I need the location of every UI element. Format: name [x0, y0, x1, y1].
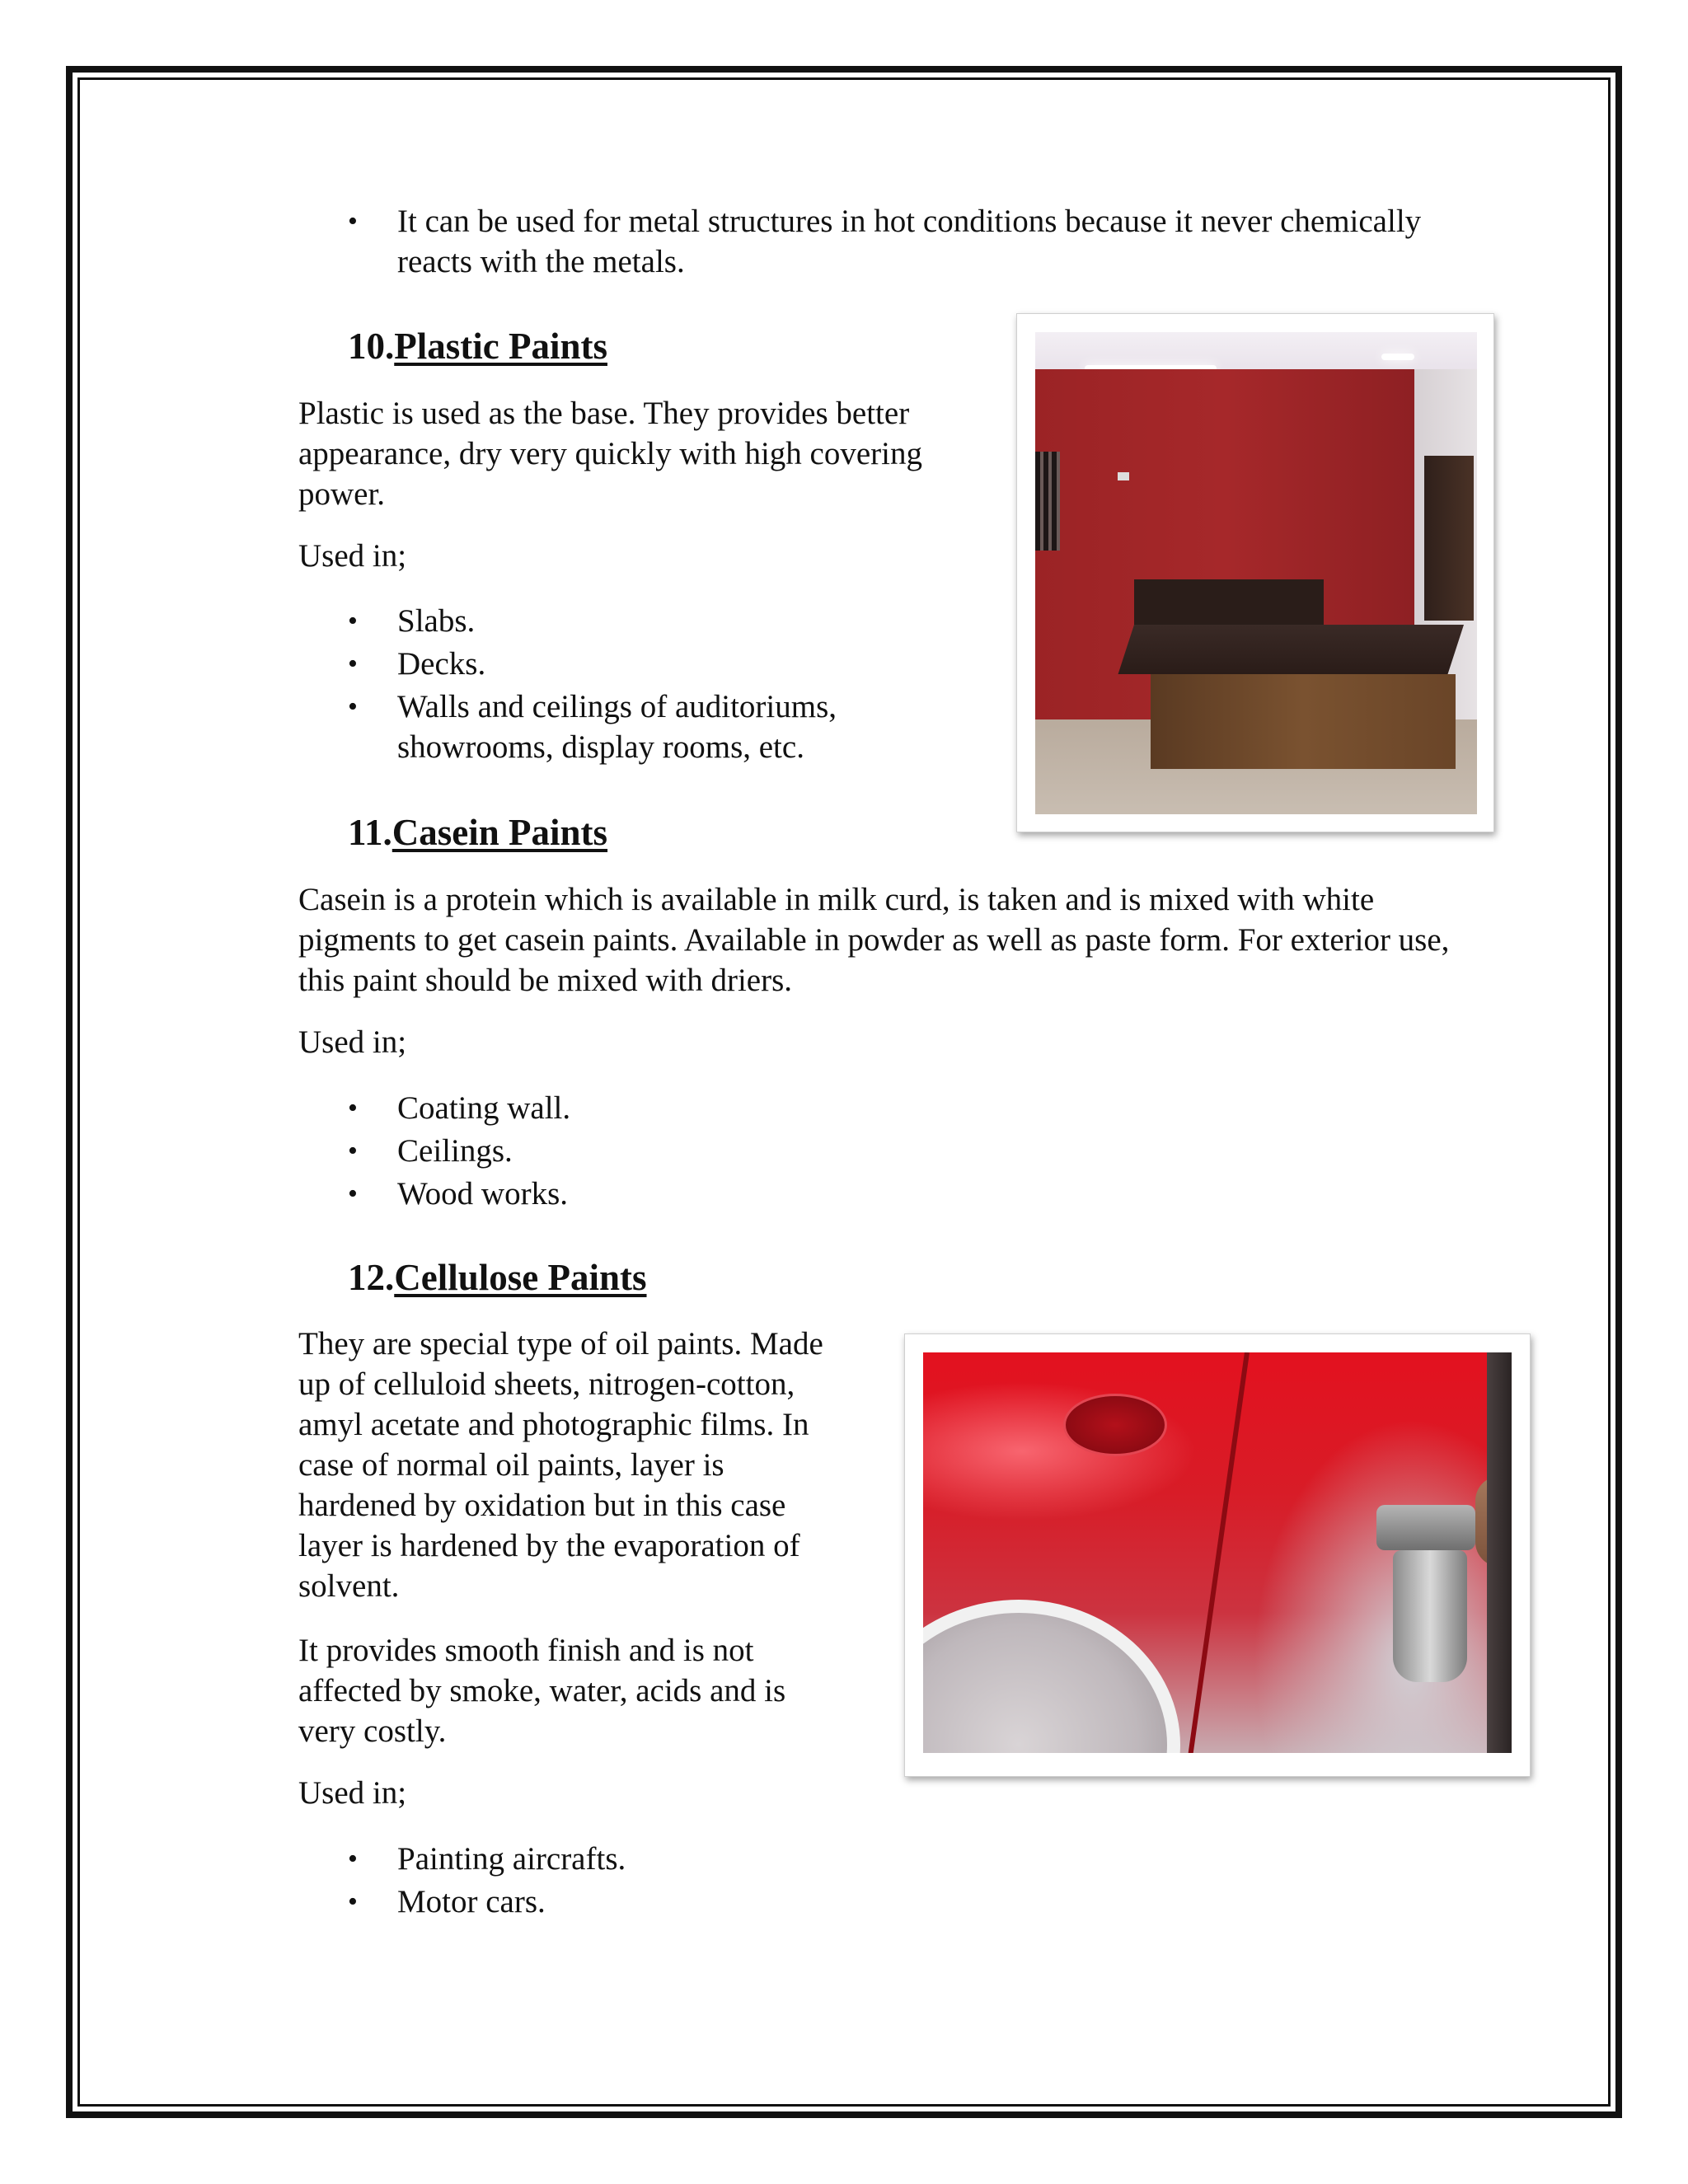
- use-text: Slabs.: [397, 603, 476, 639]
- use-text: Walls and ceilings of auditoriums,: [397, 689, 837, 724]
- section-number: 12.: [348, 1257, 395, 1298]
- cellulose-description-line: solvent.: [298, 1568, 400, 1604]
- bullet-glyph: •: [348, 1179, 358, 1209]
- cellulose-description-line: layer is hardened by the evaporation of: [298, 1528, 800, 1563]
- use-text: Decks.: [397, 646, 486, 682]
- section-number: 11.: [348, 812, 392, 853]
- plastic-used-in-label: Used in;: [298, 538, 407, 574]
- cellulose-description2-line: affected by smoke, water, acids and is: [298, 1673, 786, 1708]
- bullet-glyph: •: [348, 649, 358, 679]
- intro-bullet-line1: It can be used for metal structures in hot conditions because it never chemically: [397, 204, 1422, 239]
- plastic-use-item: [348, 601, 1007, 641]
- intro-bullet: [348, 201, 1502, 284]
- cellulose-description-line: up of celluloid sheets, nitrogen-cotton,: [298, 1366, 795, 1402]
- cellulose-description-line: amyl acetate and photographic films. In: [298, 1407, 809, 1442]
- cellulose-description-line: They are special type of oil paints. Made: [298, 1326, 823, 1361]
- use-text: Ceilings.: [397, 1133, 513, 1169]
- car-spray-photo: [923, 1352, 1512, 1753]
- bullet-glyph: •: [348, 691, 358, 722]
- cellulose-use-item: [348, 1839, 1007, 1879]
- section-heading-plastic-paints: [348, 325, 607, 368]
- casein-use-item: [348, 1088, 1007, 1128]
- bullet-glyph: •: [348, 606, 358, 636]
- cellulose-paint-photo-frame: [904, 1333, 1531, 1777]
- cellulose-use-item: [348, 1882, 1007, 1922]
- section-heading-casein-paints: [348, 811, 607, 854]
- plastic-use-item: [348, 687, 1007, 769]
- cellulose-description-line: hardened by oxidation but in this case: [298, 1488, 786, 1523]
- bullet-glyph: •: [348, 206, 358, 237]
- bullet-glyph: •: [348, 1844, 358, 1874]
- casein-description-line: pigments to get casein paints. Available in powder as well as paste form. For exterior use,: [298, 922, 1450, 958]
- casein-used-in-label: Used in;: [298, 1024, 407, 1060]
- use-text: Painting aircrafts.: [397, 1841, 626, 1877]
- use-text: Coating wall.: [397, 1090, 571, 1126]
- intro-bullet-line2: reacts with the metals.: [397, 244, 685, 279]
- cellulose-description2-line: very costly.: [298, 1713, 447, 1749]
- section-title: Cellulose Paints: [394, 1257, 647, 1298]
- section-title: Plastic Paints: [394, 326, 607, 367]
- casein-description-line: Casein is a protein which is available in milk curd, is taken and is mixed with white: [298, 882, 1375, 917]
- cellulose-description-line: case of normal oil paints, layer is: [298, 1447, 724, 1483]
- plastic-description-line: Plastic is used as the base. They provides better: [298, 396, 910, 431]
- bedroom-photo: [1035, 332, 1477, 814]
- section-title: Casein Paints: [392, 812, 608, 853]
- bullet-glyph: •: [348, 1886, 358, 1917]
- bullet-glyph: •: [348, 1136, 358, 1166]
- casein-description-line: this paint should be mixed with driers.: [298, 963, 793, 998]
- plastic-description-line: power.: [298, 476, 386, 512]
- use-text: Wood works.: [397, 1176, 569, 1212]
- section-heading-cellulose-paints: [348, 1256, 647, 1299]
- bullet-glyph: •: [348, 1093, 358, 1123]
- cellulose-description2-line: It provides smooth finish and is not: [298, 1633, 754, 1668]
- plastic-paint-photo-frame: [1016, 313, 1494, 832]
- plastic-description-line: appearance, dry very quickly with high covering: [298, 436, 922, 471]
- casein-use-item: [348, 1174, 1007, 1214]
- plastic-use-item: [348, 644, 1007, 684]
- section-number: 10.: [348, 326, 395, 367]
- use-text: showrooms, display rooms, etc.: [397, 729, 804, 765]
- casein-use-item: [348, 1131, 1007, 1171]
- cellulose-used-in-label: Used in;: [298, 1775, 407, 1811]
- use-text: Motor cars.: [397, 1884, 546, 1919]
